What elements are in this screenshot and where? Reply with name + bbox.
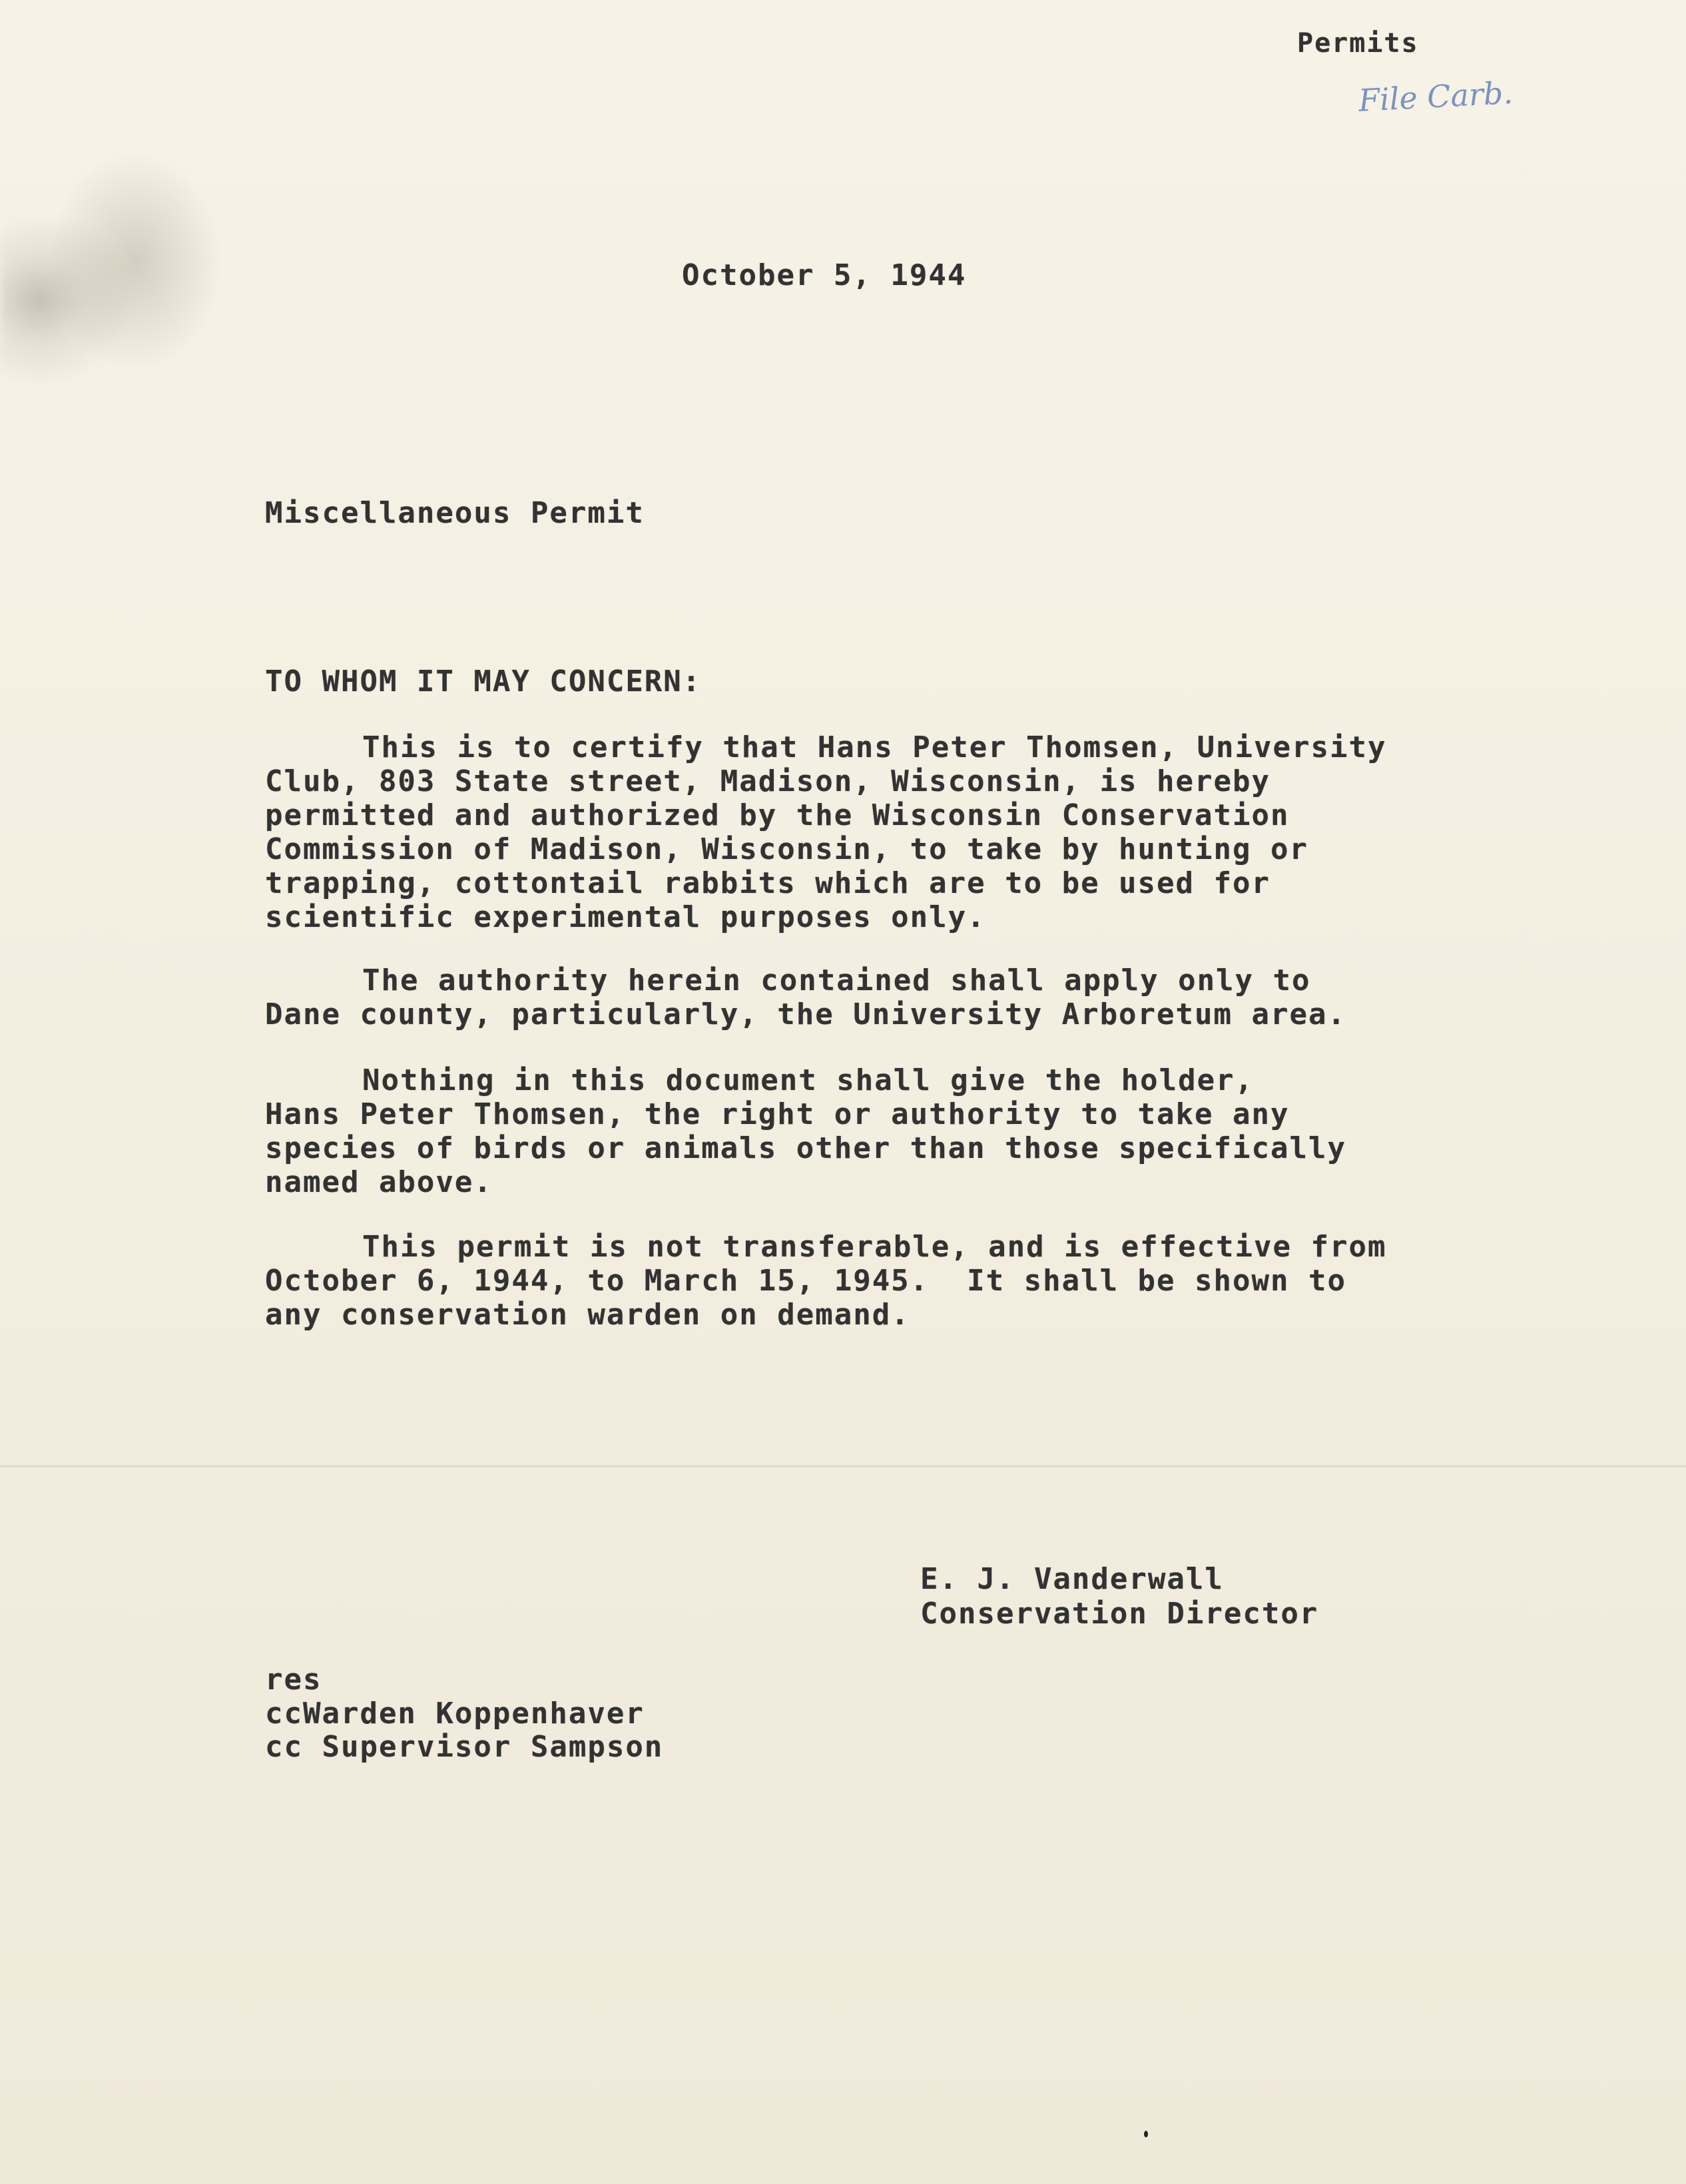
cc-line: ccWarden Koppenhaver <box>265 1697 645 1731</box>
paragraph-certification <box>265 730 1464 934</box>
paragraph-line: any conservation warden on demand. <box>265 1298 910 1332</box>
paragraph-authority <box>265 963 1464 1031</box>
signature-name: E. J. Vanderwall <box>920 1562 1224 1596</box>
paragraph-line: Club, 803 State street, Madison, Wisconsin, is hereby <box>265 764 1270 798</box>
signature-title: Conservation Director <box>920 1597 1319 1631</box>
paragraph-line: This permit is not transferable, and is effective from <box>362 1230 1387 1264</box>
paragraph-line: Nothing in this document shall give the holder, <box>362 1063 1255 1097</box>
file-label: Permits <box>1297 28 1419 59</box>
paragraph-line: scientific experimental purposes only. <box>265 900 986 934</box>
handwritten-note: File Carb. <box>1357 74 1514 119</box>
paragraph-line: species of birds or animals other than those specifically <box>265 1131 1346 1165</box>
letter-date: October 5, 1944 <box>682 258 967 292</box>
paper-smudge <box>0 213 133 386</box>
paragraph-line: named above. <box>265 1165 493 1199</box>
paragraph-effective-dates <box>265 1230 1464 1332</box>
letter-subject: Miscellaneous Permit <box>265 496 645 530</box>
cc-line: cc Supervisor Sampson <box>265 1730 664 1764</box>
paragraph-limitation <box>265 1063 1464 1199</box>
letter-salutation: TO WHOM IT MAY CONCERN: <box>265 665 702 698</box>
paragraph-line: permitted and authorized by the Wisconsin Conservation <box>265 798 1290 832</box>
paragraph-line: The authority herein contained shall apply only to <box>362 963 1311 997</box>
paragraph-line: Dane county, particularly, the University Arboretum area. <box>265 997 1346 1031</box>
paragraph-line: Commission of Madison, Wisconsin, to take by hunting or <box>265 832 1308 866</box>
paper-fold <box>0 1465 1686 1468</box>
typist-initials: res <box>265 1663 322 1697</box>
paper-speck <box>1144 2131 1148 2137</box>
paragraph-line: October 6, 1944, to March 15, 1945. It shall be shown to <box>265 1264 1346 1298</box>
paragraph-line: trapping, cottontail rabbits which are to be used for <box>265 866 1270 900</box>
paragraph-line: Hans Peter Thomsen, the right or authority to take any <box>265 1097 1290 1131</box>
paragraph-line: This is to certify that Hans Peter Thomsen, University <box>362 730 1387 764</box>
